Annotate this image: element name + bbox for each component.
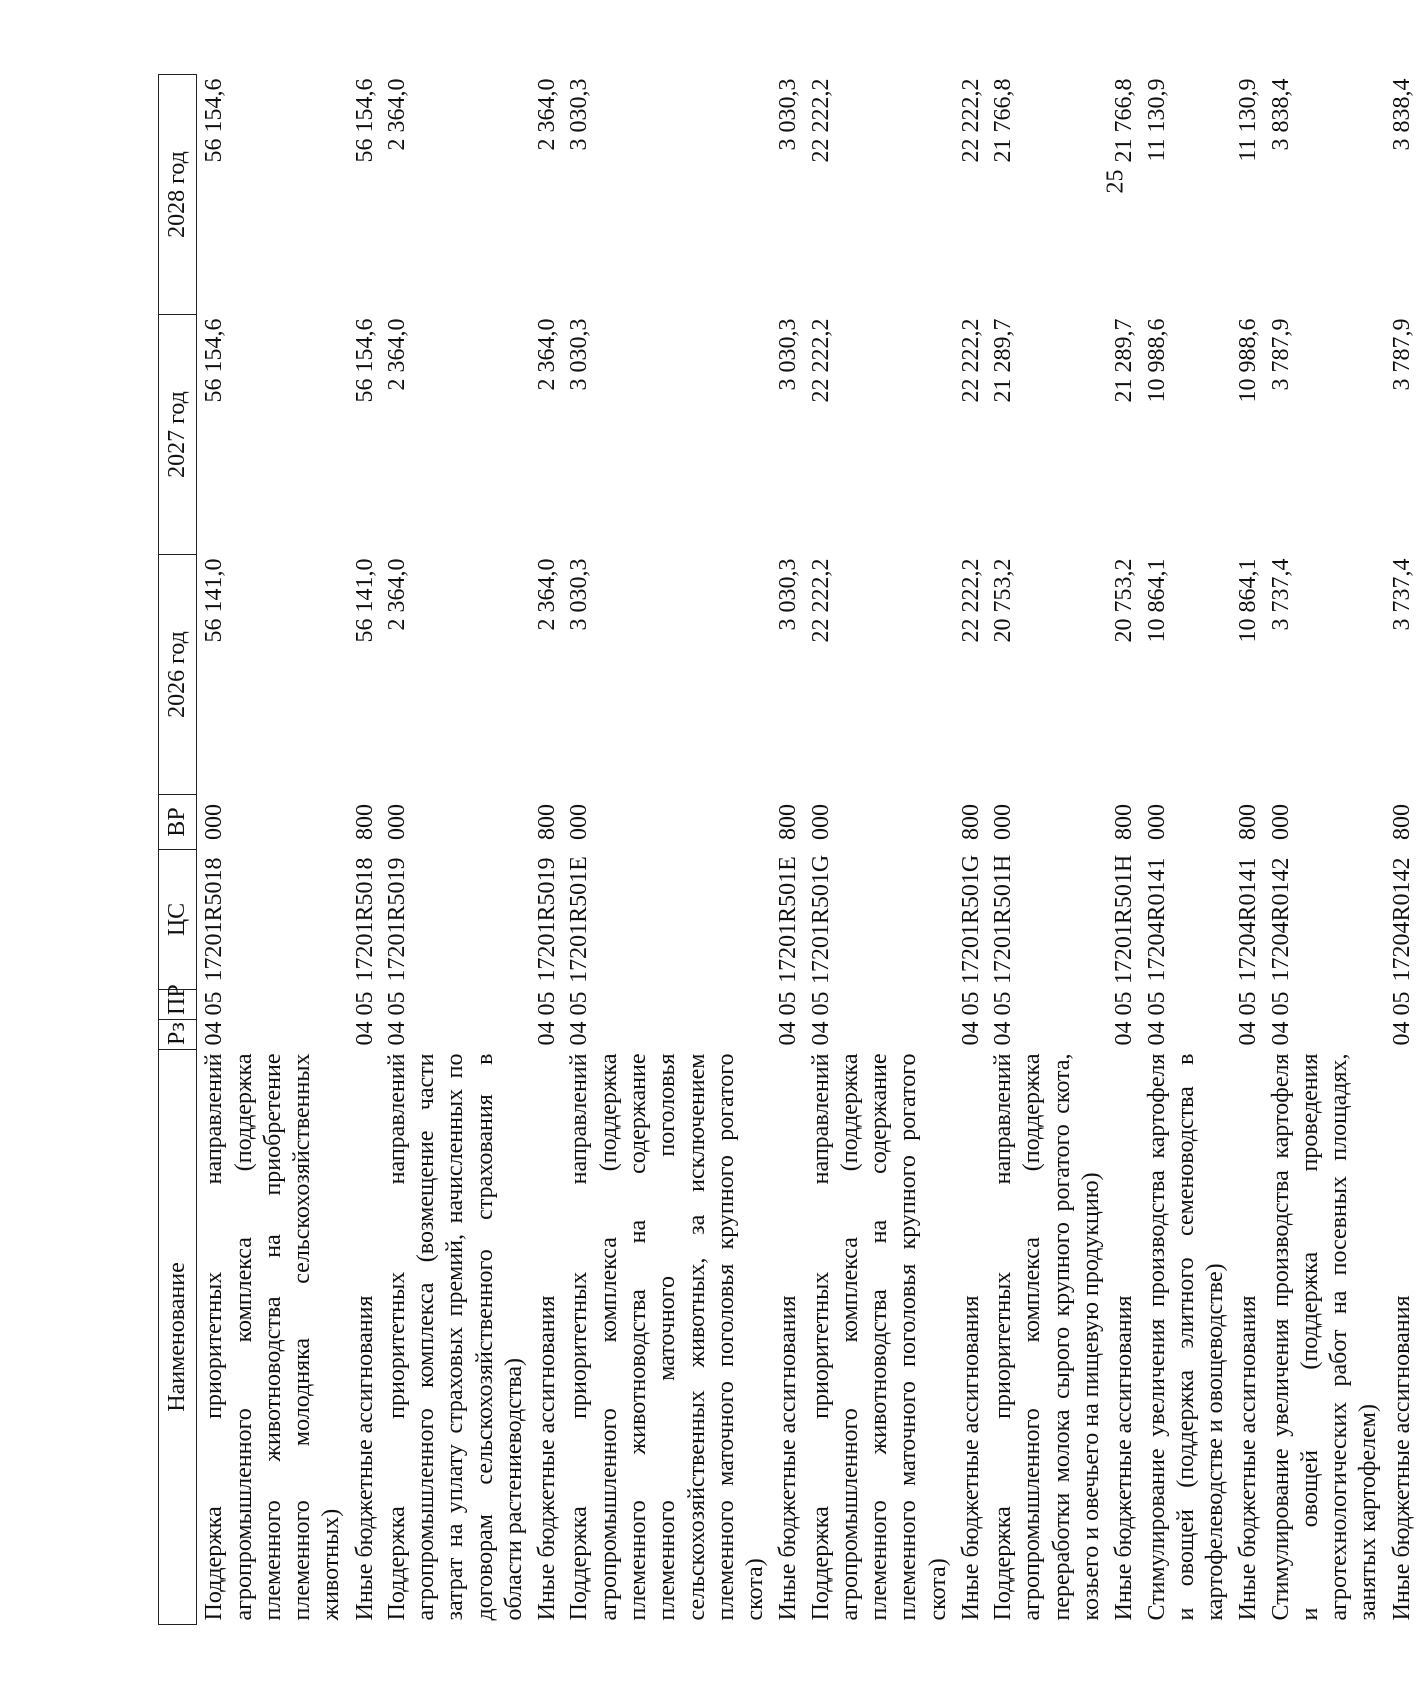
row-pr: 05 bbox=[807, 991, 834, 1016]
row-vr: 000 bbox=[383, 804, 410, 840]
row-2026: 56 141,0 bbox=[201, 558, 228, 643]
row-cs: 17204R0141 bbox=[1235, 857, 1262, 982]
row-pr: 05 bbox=[383, 991, 410, 1016]
row-name: Иные бюджетные ассигнования bbox=[1388, 1295, 1415, 1621]
table-row bbox=[1108, 75, 1139, 1625]
table-row bbox=[955, 75, 986, 1625]
row-rz: 04 bbox=[201, 1021, 228, 1046]
row-vr: 000 bbox=[990, 804, 1017, 840]
row-cs: 17201R5018 bbox=[351, 857, 378, 982]
row-2026: 56 141,0 bbox=[351, 558, 378, 643]
header-name: Наименование bbox=[159, 1050, 197, 1625]
row-2026: 20 753,2 bbox=[1111, 558, 1138, 643]
table-row bbox=[1232, 75, 1263, 1625]
header-2026: 2026 год bbox=[159, 555, 197, 795]
row-rz: 04 bbox=[1235, 1021, 1262, 1046]
row-2027: 10 988,6 bbox=[1235, 318, 1262, 403]
row-name: Иные бюджетные ассигнования bbox=[1235, 1295, 1262, 1621]
row-2026: 2 364,0 bbox=[383, 558, 410, 631]
table-row bbox=[562, 75, 772, 1625]
row-vr: 800 bbox=[775, 804, 802, 840]
header-2028: 2028 год bbox=[159, 75, 197, 315]
table-row bbox=[804, 75, 955, 1625]
row-name: Иные бюджетные ассигнования bbox=[351, 1295, 378, 1621]
row-vr: 800 bbox=[957, 804, 984, 840]
row-2028: 11 130,9 bbox=[1235, 78, 1262, 162]
row-2028: 22 222,2 bbox=[957, 78, 984, 163]
table-row bbox=[349, 75, 380, 1625]
row-name: Поддержка приоритетных направлений агропромышленного комплекса (возмещение части затрат на уплату страховых премий, начисленных по договорам сельскохозяйственного страхования в области растениеводства) bbox=[383, 1053, 527, 1621]
row-rz: 04 bbox=[957, 1021, 984, 1046]
row-cs: 17201R501E bbox=[775, 856, 802, 983]
row-rz: 04 bbox=[1111, 1021, 1138, 1046]
table-row bbox=[380, 75, 531, 1625]
row-vr: 800 bbox=[1111, 804, 1138, 840]
row-2027: 22 222,2 bbox=[807, 318, 834, 403]
row-rz: 04 bbox=[775, 1021, 802, 1046]
table-row bbox=[1140, 75, 1233, 1625]
row-rz: 04 bbox=[990, 1021, 1017, 1046]
row-name: Поддержка приоритетных направлений агропромышленного комплекса (поддержка племенного животноводства на содержание племенного маточного поголовья сельскохозяйственных животных, за исключением племенного маточного поголовья крупного рогатого скота) bbox=[566, 1053, 769, 1621]
row-2026: 3 030,3 bbox=[566, 558, 593, 631]
row-2027: 2 364,0 bbox=[383, 318, 410, 391]
row-2028: 21 766,8 bbox=[1111, 78, 1138, 163]
row-2026: 10 864,1 bbox=[1143, 558, 1170, 643]
row-vr: 800 bbox=[1388, 804, 1415, 840]
table-row bbox=[1386, 75, 1417, 1625]
row-pr: 05 bbox=[201, 991, 228, 1016]
row-rz: 04 bbox=[383, 1021, 410, 1046]
row-rz: 04 bbox=[534, 1021, 561, 1046]
row-rz: 04 bbox=[1267, 1021, 1294, 1046]
row-pr: 05 bbox=[351, 991, 378, 1016]
row-vr: 800 bbox=[351, 804, 378, 840]
row-pr: 05 bbox=[1267, 991, 1294, 1016]
row-vr: 800 bbox=[534, 804, 561, 840]
table-header-row bbox=[159, 75, 197, 1625]
rotated-page-content bbox=[158, 75, 1415, 1625]
row-rz: 04 bbox=[1388, 1021, 1415, 1046]
row-rz: 04 bbox=[566, 1021, 593, 1046]
row-name: Стимулирование увеличения производства картофеля и овощей (поддержка элитного семеноводства в картофелеводстве и овощеводстве) bbox=[1143, 1053, 1229, 1621]
row-cs: 17201R5018 bbox=[201, 857, 228, 982]
row-2028: 11 130,9 bbox=[1143, 78, 1170, 162]
table-row bbox=[531, 75, 562, 1625]
row-rz: 04 bbox=[807, 1021, 834, 1046]
row-2028: 22 222,2 bbox=[807, 78, 834, 163]
header-pr: ПР bbox=[159, 990, 197, 1020]
row-cs: 17201R5019 bbox=[534, 857, 561, 982]
row-pr: 05 bbox=[1388, 991, 1415, 1016]
row-cs: 17201R501H bbox=[1111, 854, 1138, 985]
row-2028: 2 364,0 bbox=[534, 78, 561, 151]
header-vr: ВР bbox=[159, 795, 197, 850]
row-2028: 56 154,6 bbox=[351, 78, 378, 163]
row-2026: 3 737,4 bbox=[1388, 558, 1415, 631]
row-2027: 3 030,3 bbox=[566, 318, 593, 391]
row-cs: 17201R501G bbox=[807, 854, 834, 985]
row-2027: 10 988,6 bbox=[1143, 318, 1170, 403]
row-name: Поддержка приоритетных направлений агропромышленного комплекса (поддержка племенного животноводства на приобретение племенного молодняка сельскохозяйственных животных) bbox=[201, 1053, 345, 1621]
page-number: 25 bbox=[1102, 169, 1129, 194]
row-2026: 10 864,1 bbox=[1235, 558, 1262, 643]
header-cs: ЦС bbox=[159, 850, 197, 990]
row-vr: 000 bbox=[566, 804, 593, 840]
row-pr: 05 bbox=[1235, 991, 1262, 1016]
table-row bbox=[1264, 75, 1386, 1625]
row-2027: 21 289,7 bbox=[1111, 318, 1138, 403]
row-2026: 2 364,0 bbox=[534, 558, 561, 631]
row-name: Иные бюджетные ассигнования bbox=[957, 1295, 984, 1621]
row-pr: 05 bbox=[775, 991, 802, 1016]
row-cs: 17201R5019 bbox=[383, 857, 410, 982]
row-2028: 56 154,6 bbox=[201, 78, 228, 163]
row-name: Поддержка приоритетных направлений агропромышленного комплекса (поддержка племенного животноводства на содержание племенного маточного поголовья крупного рогатого скота) bbox=[807, 1053, 951, 1621]
row-rz: 04 bbox=[1143, 1021, 1170, 1046]
table-row bbox=[772, 75, 803, 1625]
row-cs: 17201R501G bbox=[957, 854, 984, 985]
row-pr: 05 bbox=[957, 991, 984, 1016]
row-name: Стимулирование увеличения производства картофеля и овощей (поддержка проведения агротехнологических работ на посевных площадях, занятых картофелем) bbox=[1267, 1053, 1382, 1621]
row-2026: 3 030,3 bbox=[775, 558, 802, 631]
row-pr: 05 bbox=[990, 991, 1017, 1016]
row-cs: 17204R0141 bbox=[1143, 857, 1170, 982]
row-name: Поддержка приоритетных направлений агропромышленного комплекса (поддержка переработки молока сырого крупного рогатого скота, козьего и овечьего на пищевую продукцию) bbox=[990, 1053, 1104, 1621]
row-pr: 05 bbox=[1143, 991, 1170, 1016]
table-row bbox=[986, 75, 1108, 1625]
row-2027: 56 154,6 bbox=[201, 318, 228, 403]
row-2028: 3 838,4 bbox=[1388, 78, 1415, 151]
row-2026: 20 753,2 bbox=[990, 558, 1017, 643]
row-cs: 17204R0142 bbox=[1388, 857, 1415, 982]
row-2027: 2 364,0 bbox=[534, 318, 561, 391]
row-2027: 3 787,9 bbox=[1267, 318, 1294, 391]
row-rz: 04 bbox=[351, 1021, 378, 1046]
row-2027: 21 289,7 bbox=[990, 318, 1017, 403]
row-2028: 3 838,4 bbox=[1267, 78, 1294, 151]
row-vr: 000 bbox=[1143, 804, 1170, 840]
row-2027: 3 787,9 bbox=[1388, 318, 1415, 391]
row-2028: 3 030,3 bbox=[566, 78, 593, 151]
row-vr: 000 bbox=[1267, 804, 1294, 840]
row-2028: 3 030,3 bbox=[775, 78, 802, 151]
row-2028: 21 766,8 bbox=[990, 78, 1017, 163]
row-name: Иные бюджетные ассигнования bbox=[1111, 1295, 1138, 1621]
row-pr: 05 bbox=[566, 991, 593, 1016]
row-2027: 56 154,6 bbox=[351, 318, 378, 403]
row-vr: 000 bbox=[201, 804, 228, 840]
row-cs: 17201R501H bbox=[990, 854, 1017, 985]
row-2026: 22 222,2 bbox=[957, 558, 984, 643]
row-2027: 3 030,3 bbox=[775, 318, 802, 391]
table-row bbox=[197, 75, 349, 1625]
row-2028: 2 364,0 bbox=[383, 78, 410, 151]
row-2026: 22 222,2 bbox=[807, 558, 834, 643]
row-pr: 05 bbox=[534, 991, 561, 1016]
header-2027: 2027 год bbox=[159, 315, 197, 555]
row-2026: 3 737,4 bbox=[1267, 558, 1294, 631]
row-pr: 05 bbox=[1111, 991, 1138, 1016]
header-rz: Рз bbox=[159, 1020, 197, 1050]
budget-table bbox=[158, 74, 1417, 1625]
row-vr: 000 bbox=[807, 804, 834, 840]
row-cs: 17201R501E bbox=[566, 856, 593, 983]
row-name: Иные бюджетные ассигнования bbox=[534, 1295, 561, 1621]
row-cs: 17204R0142 bbox=[1267, 857, 1294, 982]
row-2027: 22 222,2 bbox=[957, 318, 984, 403]
row-name: Иные бюджетные ассигнования bbox=[775, 1295, 802, 1621]
row-vr: 800 bbox=[1235, 804, 1262, 840]
